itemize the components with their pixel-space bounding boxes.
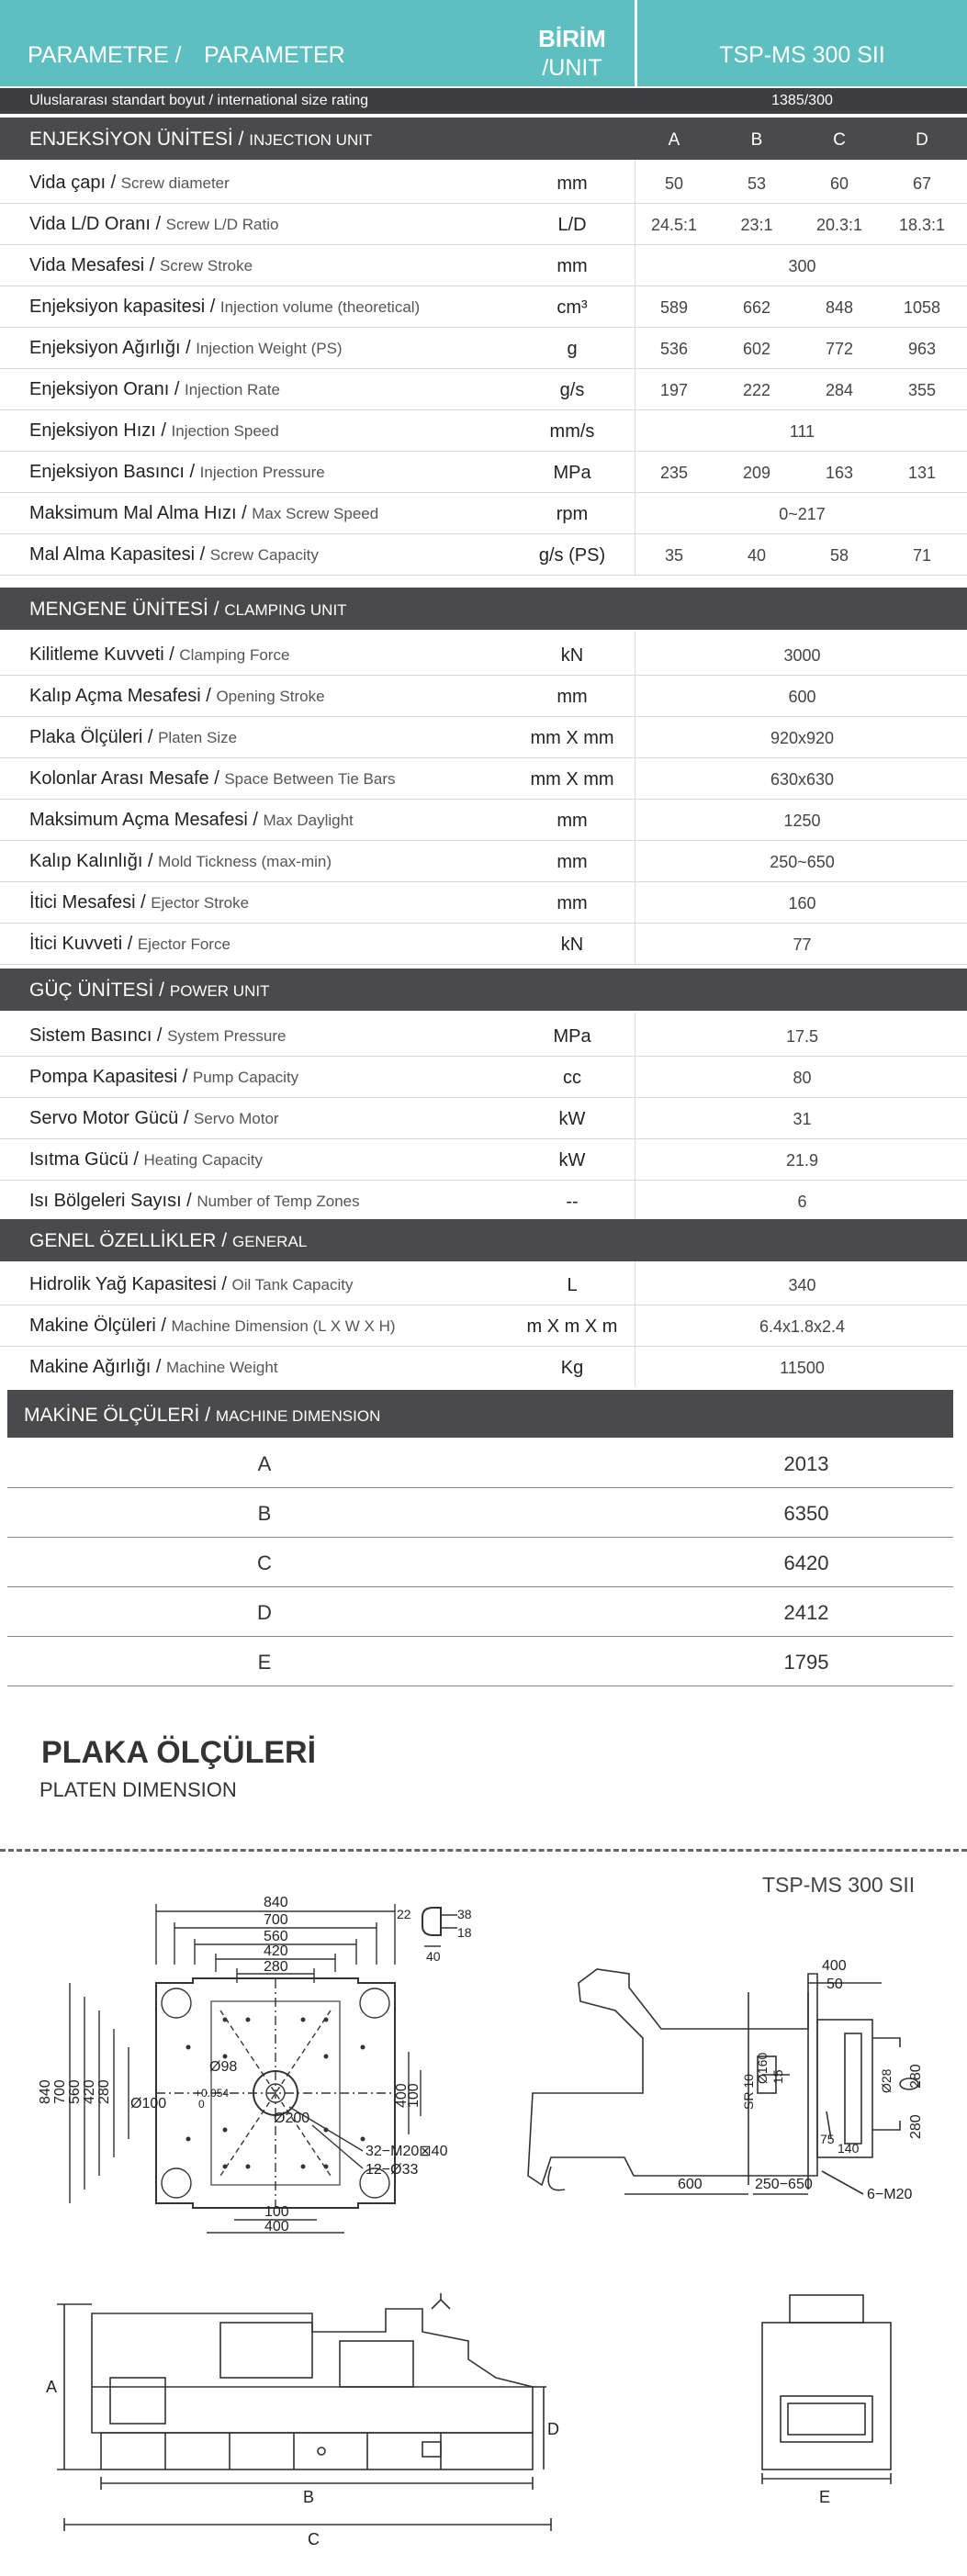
row-label-tr: Enjeksiyon Ağırlığı / [29, 338, 191, 358]
row-label-en: Injection Pressure [199, 464, 325, 481]
row-value: 58 [829, 546, 849, 565]
row-label-tr: İtici Mesafesi / [29, 892, 146, 913]
dim-label: 6−M20 [867, 2187, 913, 2202]
row-unit: mm [557, 174, 588, 194]
row-unit: mm [557, 811, 588, 831]
row-label-en: Pump Capacity [192, 1069, 299, 1086]
row-value: 50 [664, 174, 684, 193]
table-row [0, 451, 967, 493]
dim-label: 400 [264, 2219, 289, 2234]
row-unit: mm [557, 893, 588, 913]
table-row [0, 675, 967, 717]
machine-end-drawing [735, 2286, 918, 2561]
row-unit: L/D [557, 215, 587, 235]
dim-label: SR 10 [741, 2074, 756, 2110]
platen-front-drawing [37, 1891, 478, 2240]
machine-label-c: C [308, 2530, 320, 2548]
row-value: 18.3:1 [898, 216, 946, 234]
row-unit: -- [566, 1192, 579, 1212]
platen-side-drawing [514, 1946, 937, 2222]
dim-label: 40 [426, 1949, 441, 1964]
table-row [0, 840, 967, 882]
row-value: 60 [829, 174, 849, 193]
machine-dim-title-tr: MAKİNE ÖLÇÜLERİ / [24, 1405, 211, 1426]
dim-value: 1795 [783, 1651, 829, 1674]
power-title-tr: GÜÇ ÜNİTESİ / [29, 980, 165, 1001]
row-label-en: Ejector Force [137, 935, 231, 953]
row-value: 20.3:1 [815, 216, 863, 234]
table-row [0, 533, 967, 576]
row-label-tr: Servo Motor Gücü / [29, 1108, 189, 1128]
row-value: 111 [789, 422, 815, 441]
dim-label: Ø200 [274, 2111, 310, 2126]
row-label-tr: Isı Bölgeleri Sayısı / [29, 1191, 192, 1211]
row-unit: mm [557, 852, 588, 872]
table-row [0, 799, 967, 841]
table-row [0, 1263, 967, 1305]
dim-label: 12−Ø33 [365, 2162, 419, 2178]
row-label-en: Injection Speed [171, 422, 279, 440]
row-unit: MPa [553, 1026, 591, 1047]
row-label-tr: Sistem Basıncı / [29, 1025, 163, 1046]
row-label-tr: İtici Kuvveti / [29, 934, 133, 954]
row-label-en: Screw Capacity [209, 546, 319, 564]
row-value: 222 [742, 381, 771, 399]
dim-key: B [257, 1502, 272, 1525]
row-value: 340 [788, 1276, 816, 1294]
row-value: 1058 [903, 298, 941, 317]
platen-subtitle: PLATEN DIMENSION [39, 1778, 237, 1801]
row-unit: cc [563, 1068, 581, 1088]
table-row [0, 409, 967, 452]
table-row [0, 1180, 967, 1222]
row-value: 31 [793, 1110, 812, 1128]
dim-label: Ø100 [130, 2096, 167, 2111]
row-label-en: Injection Rate [184, 381, 280, 398]
row-value: 197 [659, 381, 689, 399]
row-label-en: Screw Stroke [159, 257, 253, 274]
row-label-tr: Kalıp Açma Mesafesi / [29, 686, 211, 706]
dim-label: +0.054 [195, 2087, 230, 2100]
row-label-tr: Maksimum Mal Alma Hızı / [29, 503, 247, 523]
col-c-label: C [833, 130, 846, 150]
row-value: 67 [912, 174, 932, 193]
row-label-tr: Makine Ağırlığı / [29, 1357, 162, 1377]
row-label-tr: Kolonlar Arası Mesafe / [29, 768, 219, 789]
row-value: 536 [659, 340, 689, 358]
dim-label: 250−650 [755, 2177, 813, 2192]
col-a-label: A [668, 130, 680, 150]
row-label-tr: Enjeksiyon kapasitesi / [29, 297, 216, 317]
machine-side-drawing [37, 2286, 588, 2561]
row-label-tr: Pompa Kapasitesi / [29, 1067, 188, 1087]
dim-label: 280 [908, 2114, 924, 2139]
row-label-en: Clamping Force [179, 646, 290, 664]
row-value: 21.9 [785, 1151, 819, 1170]
row-unit: kN [560, 935, 584, 955]
machine-label-e: E [819, 2488, 831, 2506]
dim-label: Ø28 [879, 2068, 894, 2093]
row-value: 3000 [783, 646, 821, 665]
row-value: 40 [747, 546, 767, 565]
dim-label: 280 [264, 1959, 288, 1975]
size-rating-value: 1385/300 [771, 93, 833, 108]
size-rating-label: Uluslararası standart boyut / international size rating [29, 93, 369, 108]
row-value: 630x630 [770, 770, 835, 789]
row-value: 160 [788, 894, 816, 913]
row-value: 600 [788, 688, 816, 706]
unit-en-label: /UNIT [542, 55, 602, 81]
table-row [0, 1138, 967, 1181]
row-value: 11500 [780, 1359, 825, 1377]
machine-dim-title-en: MACHINE DIMENSION [215, 1407, 381, 1425]
row-value: 589 [659, 298, 689, 317]
table-row [0, 203, 967, 245]
dim-label: 840 [264, 1895, 288, 1910]
dim-key: D [257, 1601, 272, 1624]
table-row [0, 716, 967, 758]
row-unit: g/s [559, 380, 585, 400]
table-row [0, 368, 967, 410]
general-title-tr: GENEL ÖZELLİKLER / [29, 1230, 228, 1251]
row-value: 17.5 [785, 1027, 819, 1046]
param-tr-label: PARAMETRE / [28, 42, 182, 68]
row-value: 963 [907, 340, 937, 358]
row-value: 6.4x1.8x2.4 [759, 1317, 846, 1336]
dim-label: 280 [96, 2079, 112, 2104]
dim-label: 15 [770, 2069, 785, 2084]
row-label-tr: Maksimum Açma Mesafesi / [29, 810, 258, 830]
row-label-tr: Plaka Ölçüleri / [29, 727, 153, 747]
injection-title-tr: ENJEKSİYON ÜNİTESİ / [29, 129, 244, 150]
row-label-tr: Isıtma Gücü / [29, 1149, 139, 1170]
platen-title: PLAKA ÖLÇÜLERİ [41, 1735, 317, 1770]
row-label-tr: Hidrolik Yağ Kapasitesi / [29, 1274, 227, 1294]
dim-key: C [257, 1551, 272, 1574]
row-value: 355 [907, 381, 937, 399]
row-unit: mm X mm [530, 769, 614, 790]
dim-label: 75 [820, 2132, 835, 2146]
list-item [7, 1537, 953, 1587]
dim-label: 38 [457, 1907, 472, 1921]
row-label-tr: Enjeksiyon Hızı / [29, 420, 166, 441]
dim-label: 100 [406, 2083, 422, 2108]
row-unit: L [567, 1275, 578, 1295]
row-label-tr: Vida çapı / [29, 173, 117, 193]
row-label-en: System Pressure [167, 1027, 287, 1045]
row-label-en: Injection Weight (PS) [196, 340, 343, 357]
dim-value: 2013 [783, 1452, 829, 1475]
model-label: TSP-MS 300 SII [719, 42, 885, 68]
row-value: 209 [742, 464, 771, 482]
table-row [0, 757, 967, 800]
table-row [0, 881, 967, 924]
dim-label: 420 [264, 1943, 288, 1959]
row-label-en: Ejector Stroke [151, 894, 250, 912]
dim-value: 6350 [783, 1502, 829, 1525]
dim-label: 840 [38, 2079, 53, 2104]
machine-label-b: B [303, 2488, 315, 2506]
injection-title-en: INJECTION UNIT [249, 131, 373, 149]
row-value: 80 [793, 1069, 812, 1087]
machine-label-a: A [46, 2378, 58, 2396]
dim-label: 18 [457, 1925, 472, 1940]
row-value: 1250 [783, 812, 821, 830]
row-label-tr: Vida L/D Oranı / [29, 214, 162, 234]
table-row [0, 1346, 967, 1387]
row-unit: MPa [553, 463, 591, 483]
list-item [7, 1438, 953, 1488]
row-value: 163 [825, 464, 854, 482]
row-value: 284 [825, 381, 854, 399]
row-label-tr: Enjeksiyon Basıncı / [29, 462, 196, 482]
dashed-divider [0, 1849, 967, 1852]
param-en-label: PARAMETER [204, 42, 345, 68]
row-label-en: Heating Capacity [143, 1151, 263, 1169]
row-label-en: Screw L/D Ratio [165, 216, 279, 233]
row-value: 300 [788, 257, 816, 275]
row-value: 662 [742, 298, 771, 317]
dim-label: 32−M20⊠40 [365, 2144, 448, 2159]
dim-label: 700 [264, 1912, 288, 1928]
row-label-tr: Enjeksiyon Oranı / [29, 379, 180, 399]
row-unit: m X m X m [526, 1316, 618, 1337]
machine-label-d: D [547, 2420, 559, 2438]
row-value: 35 [664, 546, 684, 565]
row-unit: mm X mm [530, 728, 614, 748]
row-value: 24.5:1 [650, 216, 698, 234]
row-value: 71 [912, 546, 932, 565]
list-item [7, 1586, 953, 1637]
row-unit: kW [558, 1150, 586, 1170]
clamping-title-tr: MENGENE ÜNİTESİ / [29, 599, 219, 620]
row-value: 6 [797, 1193, 807, 1211]
row-label-en: Servo Motor [193, 1110, 279, 1127]
row-label-en: Space Between Tie Bars [224, 770, 396, 788]
dim-label: 140 [838, 2141, 860, 2156]
row-label-en: Max Screw Speed [252, 505, 379, 522]
row-label-en: Screw diameter [120, 174, 230, 192]
row-unit: mm [557, 687, 588, 707]
row-unit: kN [560, 645, 584, 666]
size-rating-bar [0, 88, 967, 114]
dim-label: 22 [397, 1907, 411, 1921]
row-label-en: Oil Tank Capacity [231, 1276, 354, 1294]
row-label-tr: Makine Ölçüleri / [29, 1316, 166, 1336]
row-value: 235 [659, 464, 689, 482]
table-row [0, 244, 967, 286]
section-general [0, 1219, 967, 1261]
dim-value: 2412 [783, 1601, 829, 1624]
dim-label: 280 [908, 2064, 924, 2089]
row-unit: g/s (PS) [538, 545, 606, 566]
dim-label: 700 [52, 2079, 68, 2104]
row-value: 0~217 [779, 505, 826, 523]
unit-tr-label: BİRİM [538, 25, 606, 52]
row-label-tr: Vida Mesafesi / [29, 255, 155, 275]
dim-label: Ø160 [755, 2052, 770, 2084]
row-label-en: Injection volume (theoretical) [219, 298, 421, 316]
row-label-en: Opening Stroke [216, 688, 325, 705]
table-row [0, 1097, 967, 1139]
row-unit: g [567, 339, 578, 359]
dim-key: E [257, 1651, 272, 1674]
section-clamping-unit [0, 588, 967, 630]
row-value: 848 [825, 298, 854, 317]
row-value: 77 [793, 935, 812, 954]
table-row [0, 923, 967, 965]
dim-label: 420 [82, 2079, 97, 2104]
list-item [7, 1487, 953, 1538]
dim-label: 50 [826, 1977, 843, 1992]
row-label-en: Number of Temp Zones [197, 1193, 360, 1210]
row-value: 772 [825, 340, 854, 358]
col-d-label: D [916, 130, 928, 150]
row-value: 131 [907, 464, 937, 482]
row-label-en: Machine Dimension (L X W X H) [171, 1317, 396, 1335]
table-row [0, 1305, 967, 1347]
table-row [0, 1014, 967, 1057]
dim-label: 400 [822, 1958, 847, 1974]
section-injection-unit [0, 118, 967, 160]
row-value: 602 [742, 340, 771, 358]
row-label-en: Mold Tickness (max-min) [158, 853, 332, 870]
dim-label: 400 [394, 2083, 410, 2108]
row-value: 920x920 [770, 729, 835, 747]
row-unit: rpm [556, 504, 589, 524]
dim-label: 560 [264, 1929, 288, 1944]
row-label-en: Machine Weight [165, 1359, 278, 1376]
row-unit: mm/s [549, 421, 595, 442]
drawing-model-label: TSP-MS 300 SII [762, 1873, 916, 1897]
clamping-title-en: CLAMPING UNIT [224, 601, 347, 619]
unit-header [512, 24, 632, 83]
general-title-en: GENERAL [231, 1233, 308, 1250]
dim-label: 0 [198, 2098, 205, 2111]
row-unit: mm [557, 256, 588, 276]
spec-header [0, 0, 967, 86]
dim-key: A [257, 1452, 272, 1475]
row-label-tr: Kilitleme Kuvveti / [29, 644, 174, 665]
section-machine-dimension [7, 1390, 953, 1438]
dim-label: Ø98 [209, 2059, 238, 2075]
table-row [0, 492, 967, 534]
table-row [0, 633, 967, 676]
power-title-en: POWER UNIT [169, 982, 270, 1000]
dim-value: 6420 [783, 1551, 829, 1574]
row-label-tr: Kalıp Kalınlığı / [29, 851, 153, 871]
table-row [0, 1056, 967, 1098]
row-value: 250~650 [770, 853, 835, 871]
dim-label: 100 [264, 2204, 289, 2220]
list-item [7, 1636, 953, 1686]
row-label-en: Max Daylight [263, 812, 354, 829]
row-label-en: Platen Size [158, 729, 238, 746]
row-unit: Kg [560, 1358, 584, 1378]
table-row [0, 286, 967, 328]
dim-label: 560 [67, 2079, 83, 2104]
row-unit: cm³ [557, 297, 588, 318]
table-row [0, 162, 967, 204]
row-label-tr: Mal Alma Kapasitesi / [29, 544, 206, 565]
row-value: 23:1 [740, 216, 773, 234]
section-power-unit [0, 969, 967, 1011]
row-value: 53 [747, 174, 767, 193]
col-b-label: B [750, 130, 763, 150]
table-row [0, 327, 967, 369]
dim-label: 600 [678, 2177, 703, 2192]
row-unit: kW [558, 1109, 586, 1129]
